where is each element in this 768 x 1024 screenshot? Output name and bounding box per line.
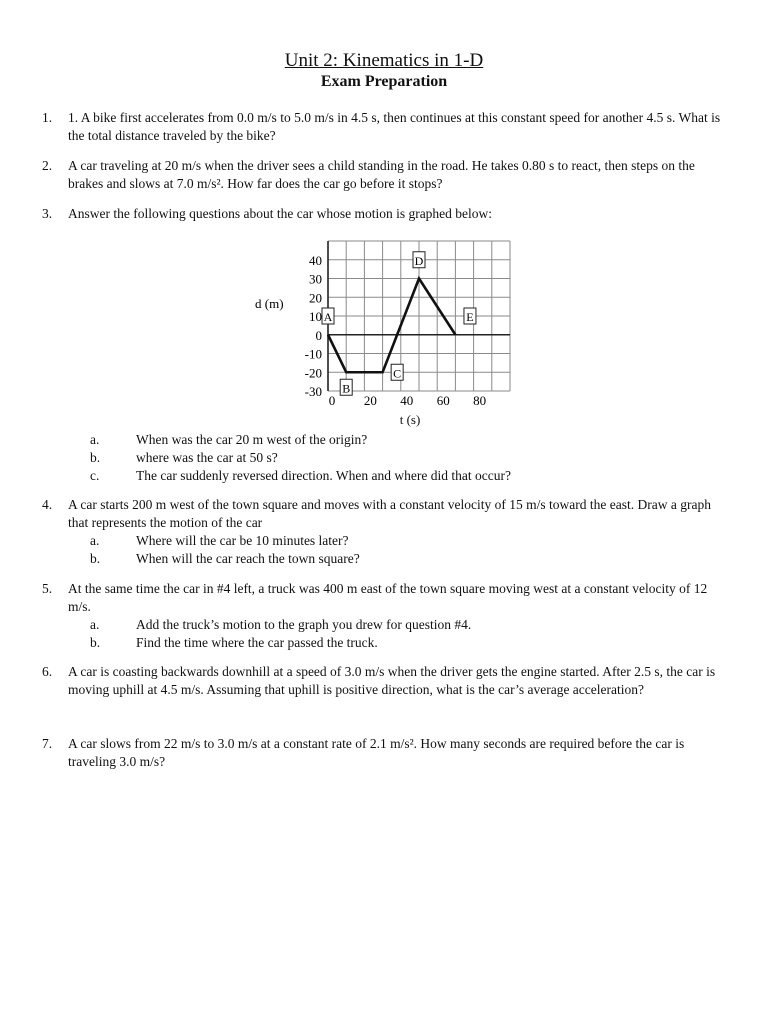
question-1 xyxy=(42,109,723,145)
part-label: a. xyxy=(90,432,100,447)
question-number: 3. xyxy=(42,206,53,221)
y-axis-label: d (m) xyxy=(255,296,284,311)
page-subtitle: Exam Preparation xyxy=(320,73,448,90)
question-text: 1. A bike first accelerates from 0.0 m/s to 5.0 m/s in 4.5 s, then continues at this constant speed for another 4.5 s. What is the total distance traveled by the bike? xyxy=(68,110,721,143)
question-7 xyxy=(42,735,723,771)
part-label: a. xyxy=(90,533,100,548)
question-text: A car traveling at 20 m/s when the driver sees a child standing in the road. He takes 0.80 s to react, then steps on the brakes and slows at 7.0 m/s². How far does the car go before it stops? xyxy=(68,158,695,191)
series-line xyxy=(328,279,455,373)
question-text: Answer the following questions about the car whose motion is graphed below: xyxy=(68,206,493,221)
y-tick-labels xyxy=(305,253,322,399)
x-tick-label: 40 xyxy=(400,393,414,408)
part-label: a. xyxy=(90,617,100,632)
part-label: b. xyxy=(90,551,101,566)
part-label: b. xyxy=(90,450,101,465)
point-label: D xyxy=(414,253,424,268)
page-title: Unit 2: Kinematics in 1-D xyxy=(284,50,484,71)
part-label: b. xyxy=(90,635,101,650)
question-text: At the same time the car in #4 left, a truck was 400 m east of the town square moving west at a constant velocity of 12 m/s. xyxy=(68,581,708,614)
point-label: A xyxy=(323,310,333,324)
y-tick-label: -20 xyxy=(304,365,322,381)
point-label: E xyxy=(466,310,474,324)
question-6 xyxy=(42,663,723,699)
x-tick-label: 0 xyxy=(328,393,336,408)
x-tick-label: 60 xyxy=(436,393,450,408)
part-text: When was the car 20 m west of the origin? xyxy=(136,432,368,447)
question-number: 4. xyxy=(42,497,53,512)
question-text: A car is coasting backwards downhill at a speed of 3.0 m/s when the driver gets the engine started. After 2.5 s, the car is moving uphill at 4.5 m/s. Assuming that uphill is positive direction, what is the car’s average acceleration? xyxy=(68,664,716,697)
question-5 xyxy=(42,580,723,616)
chart-series xyxy=(328,279,455,373)
y-tick-label: 20 xyxy=(309,290,322,306)
y-tick-label: 0 xyxy=(315,327,322,343)
point-label: C xyxy=(393,366,402,381)
part-text: The car suddenly reversed direction. When and where did that occur? xyxy=(136,468,511,483)
part-label: c. xyxy=(90,468,100,483)
question-3 xyxy=(42,205,723,223)
part-text: Find the time where the car passed the truck. xyxy=(136,635,378,650)
question-number: 7. xyxy=(42,736,53,751)
y-tick-label: -10 xyxy=(304,346,322,362)
y-tick-label: -30 xyxy=(304,384,322,399)
part-text: Add the truck’s motion to the graph you drew for question #4. xyxy=(136,617,472,632)
question-number: 5. xyxy=(42,581,53,596)
part-text: where was the car at 50 s? xyxy=(136,450,278,465)
x-tick-label: 80 xyxy=(473,393,487,408)
y-tick-label: 40 xyxy=(309,252,322,268)
y-tick-label: 10 xyxy=(309,309,322,324)
question-number: 6. xyxy=(42,664,53,679)
x-tick-label: 20 xyxy=(363,393,377,408)
question-4 xyxy=(42,496,723,532)
y-tick-label: 30 xyxy=(309,271,322,287)
x-axis-label: t (s) xyxy=(399,412,421,427)
part-text: Where will the car be 10 minutes later? xyxy=(136,533,349,548)
question-number: 2. xyxy=(42,158,53,173)
question-text: A car starts 200 m west of the town square and moves with a constant velocity of 15 m/s toward the east. Draw a graph that represents the motion of the car xyxy=(68,497,711,530)
position-time-graph xyxy=(240,232,540,432)
question-number: 1. xyxy=(42,110,53,125)
point-labels xyxy=(322,252,476,396)
point-label: B xyxy=(342,381,351,396)
question-text: A car slows from 22 m/s to 3.0 m/s at a constant rate of 2.1 m/s². How many seconds are required before the car is traveling 3.0 m/s? xyxy=(68,736,685,769)
part-text: When will the car reach the town square? xyxy=(136,551,360,566)
question-2 xyxy=(42,157,723,193)
